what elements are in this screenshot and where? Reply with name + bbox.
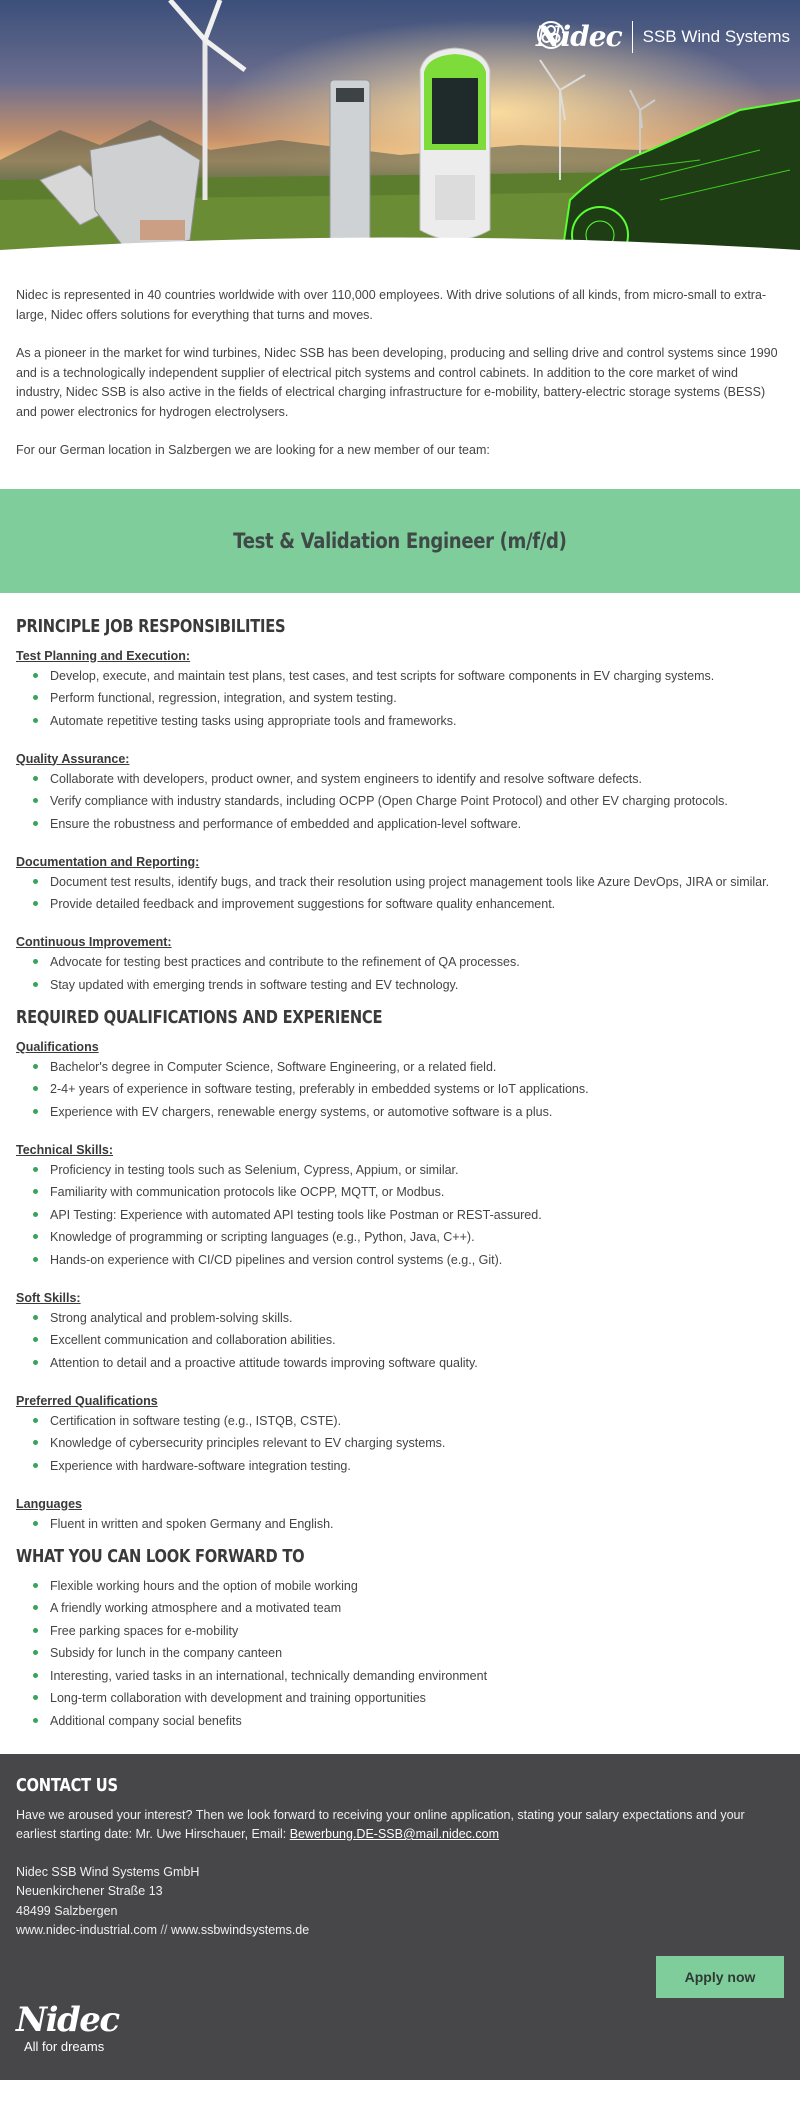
intro-section [0,268,800,483]
email-link[interactable]: Bewerbung.DE-SSB@mail.nidec.com [289,1827,500,1841]
footer-logo [16,1999,784,2054]
list-item: Ensure the robustness and performance of embedded and application-level software. [50,815,784,833]
list-item: Verify compliance with industry standards, including OCPP (Open Charge Point Protocol) and other EV charging protocols. [50,792,784,810]
group-title: Soft Skills: [16,1290,81,1305]
ssb-brand-text: SSB Wind Systems [642,26,790,46]
list-item: Provide detailed feedback and improvement suggestions for software quality enhancement. [50,895,784,913]
list-item: Excellent communication and collaboration abilities. [50,1331,784,1349]
list-item: Perform functional, regression, integration, and system testing. [50,689,784,707]
bullet-list [16,1058,784,1121]
apply-now-button[interactable]: Apply now [656,1956,784,1998]
list-item: Certification in software testing (e.g., ISTQB, CSTE). [50,1412,784,1430]
bullet-list [16,873,784,914]
qualification-group [16,1392,784,1475]
list-item: Develop, execute, and maintain test plans, test cases, and test scripts for software components in EV charging systems. [50,667,784,685]
list-item: Bachelor's degree in Computer Science, Software Engineering, or a related field. [50,1058,784,1076]
contact-section [0,1754,800,2080]
city: 48499 Salzbergen [16,1903,118,1918]
qualification-group [16,1038,784,1121]
website-link[interactable]: www.ssbwindsystems.de [170,1923,310,1937]
list-item: Experience with hardware-software integration testing. [50,1457,784,1475]
group-title: Continuous Improvement: [16,935,172,949]
section-heading-contact: CONTACT US [16,1775,118,1796]
intro-paragraph: For our German location in Salzbergen we are looking for a new member of our team: [16,443,490,457]
websites [16,1921,784,1941]
list-item: Document test results, identify bugs, and track their resolution using project management tools like Azure DevOps, JIRA or similar. [50,873,784,891]
list-item: Familiarity with communication protocols like OCPP, MQTT, or Modbus. [50,1183,784,1201]
bullet-list [16,1161,784,1269]
list-item: Free parking spaces for e-mobility [50,1622,784,1640]
list-item: Subsidy for lunch in the company canteen [50,1644,784,1662]
list-item: Automate repetitive testing tasks using appropriate tools and frameworks. [50,712,784,730]
tagline: All for dreams [24,2038,105,2054]
list-item: Advocate for testing best practices and contribute to the refinement of QA processes. [50,953,784,971]
bullet-list [16,1515,784,1533]
job-title: Test & Validation Engineer (m/f/d) [233,528,567,553]
website-separator: // [160,1923,168,1937]
list-item: Strong analytical and problem-solving skills. [50,1309,784,1327]
responsibility-group [16,853,784,914]
main-content [0,593,800,1754]
list-item: Additional company social benefits [50,1712,784,1730]
bullet-list [16,770,784,833]
section-heading-responsibilities: PRINCIPLE JOB RESPONSIBILITIES [16,616,286,637]
list-item: Stay updated with emerging trends in software testing and EV technology. [50,976,784,994]
qualification-group [16,1141,784,1269]
bullet-list [16,1309,784,1372]
website-link[interactable]: www.nidec-industrial.com [16,1923,158,1937]
list-item: Attention to detail and a proactive attitude towards improving software quality. [50,1354,784,1372]
group-title: Quality Assurance: [16,751,130,766]
ssb-trefoil-icon [536,20,566,50]
bullet-list [16,953,784,994]
intro-paragraph: As a pioneer in the market for wind turbines, Nidec SSB has been developing, producing and selling drive and control systems since 1990 and is a technologically independent supplier of electrical pitch systems and control cabinets. In addition to the core market of wind industry, Nidec SSB is also active in the fields of electrical charging infrastructure for e-mobility, battery-electric storage systems (BESS) and power electronics for hydrogen electrolysers. [16,346,778,419]
benefits-list [16,1577,784,1730]
group-title: Languages [16,1496,82,1511]
job-title-banner [0,489,800,593]
company-address [16,1863,784,1941]
list-item: Interesting, varied tasks in an international, technically demanding environment [50,1667,784,1685]
list-item: Knowledge of programming or scripting languages (e.g., Python, Java, C++). [50,1228,784,1246]
list-item: API Testing: Experience with automated API testing tools like Postman or REST-assured. [50,1206,784,1224]
group-title: Documentation and Reporting: [16,854,200,869]
list-item: Proficiency in testing tools such as Selenium, Cypress, Appium, or similar. [50,1161,784,1179]
contact-message: Have we aroused your interest? Then we look forward to receiving your online application, stating your salary expectations and your earliest starting date: Mr. Uwe Hirschauer, Email: [16,1807,745,1841]
list-item: Flexible working hours and the option of mobile working [50,1577,784,1595]
group-title: Preferred Qualifications [16,1393,158,1408]
intro-paragraph: Nidec is represented in 40 countries worldwide with over 110,000 employees. With drive solutions of all kinds, from micro-small to extra-large, Nidec offers solutions for everything that turns and moves. [16,288,767,322]
group-title: Qualifications [16,1039,99,1054]
list-item: Fluent in written and spoken Germany and English. [50,1515,784,1533]
contact-text [16,1806,784,1845]
list-item: Hands-on experience with CI/CD pipelines and version control systems (e.g., Git). [50,1251,784,1269]
ssb-logo [643,27,790,47]
list-item: A friendly working atmosphere and a motivated team [50,1599,784,1617]
group-title: Technical Skills: [16,1142,114,1157]
list-item: Collaborate with developers, product owner, and system engineers to identify and resolve software defects. [50,770,784,788]
section-heading-qualifications: REQUIRED QUALIFICATIONS AND EXPERIENCE [16,1007,383,1028]
street: Neuenkirchener Straße 13 [16,1884,163,1898]
list-item: 2-4+ years of experience in software testing, preferably in embedded systems or IoT applications. [50,1080,784,1098]
nidec-footer-logo: Nidec [16,1999,119,2040]
qualification-group [16,1289,784,1372]
list-item: Long-term collaboration with development and training opportunities [50,1689,784,1707]
nidec-logo: Nidec [535,20,622,53]
company-name: Nidec SSB Wind Systems GmbH [16,1864,200,1879]
qualification-group [16,1495,784,1533]
responsibility-group [16,750,784,833]
brand-logos [536,20,790,53]
list-item: Experience with EV chargers, renewable energy systems, or automotive software is a plus. [50,1103,784,1121]
bullet-list [16,667,784,730]
list-item: Knowledge of cybersecurity principles relevant to EV charging systems. [50,1434,784,1452]
responsibility-group [16,647,784,730]
hero-banner [0,0,800,268]
responsibility-group [16,933,784,994]
group-title: Test Planning and Execution: [16,648,191,663]
section-heading-benefits: WHAT YOU CAN LOOK FORWARD TO [16,1546,305,1567]
logo-divider [632,21,633,53]
bullet-list [16,1412,784,1475]
